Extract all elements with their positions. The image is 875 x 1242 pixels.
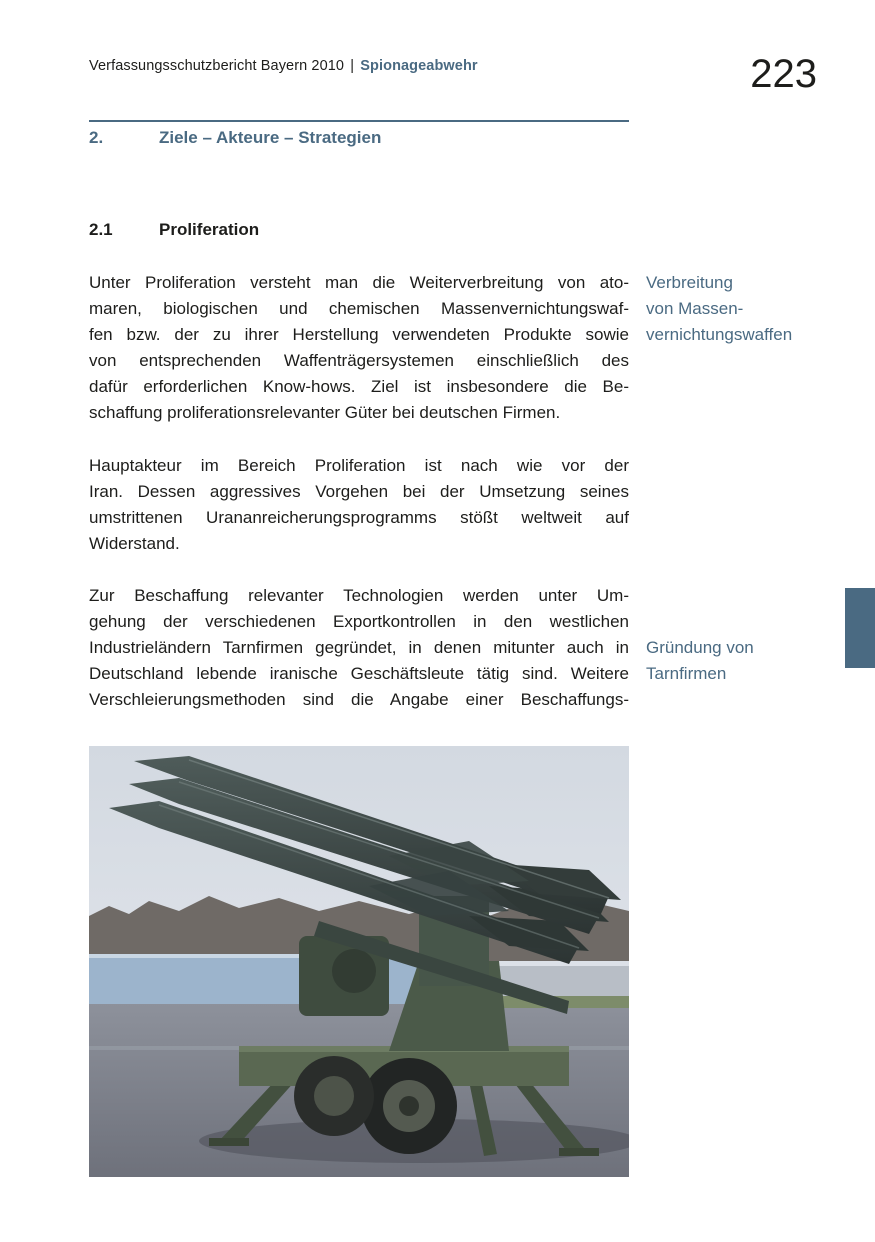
text-line: fen bzw. der zu ihrer Herstellung verwendeten Produkte sowie bbox=[89, 325, 629, 344]
text-line: gehung der verschiedenen Exportkontrollen in den westlichen bbox=[89, 612, 629, 631]
margin-note-line: Tarnfirmen bbox=[646, 664, 727, 683]
paragraph-definition bbox=[89, 270, 629, 426]
missile-launcher-photo bbox=[89, 746, 629, 1177]
text-line: schaffung proliferationsrelevanter Güter bei deutschen Firmen. bbox=[89, 403, 561, 422]
chapter-heading bbox=[89, 128, 381, 148]
text-line: maren, biologischen und chemischen Massenvernichtungswaf- bbox=[89, 299, 629, 318]
text-line: Widerstand. bbox=[89, 534, 180, 553]
subsection-heading bbox=[89, 220, 259, 240]
text-line: umstrittenen Urananreicherungsprogramms stößt weltweit auf bbox=[89, 508, 629, 527]
header-separator: | bbox=[350, 58, 355, 74]
chapter-number: 2. bbox=[89, 128, 104, 147]
chapter-rule bbox=[89, 120, 629, 122]
text-line: Iran. Dessen aggressives Vorgehen bei der Umsetzung seines bbox=[89, 482, 629, 501]
text-line: Verschleierungsmethoden sind die Angabe einer Beschaffungs- bbox=[89, 690, 629, 709]
page-number: 223 bbox=[750, 52, 817, 96]
paragraph-procurement bbox=[89, 583, 629, 713]
margin-note-line: Verbreitung bbox=[646, 273, 733, 292]
chapter-thumb-tab bbox=[845, 588, 875, 668]
text-line: Industrieländern Tarnfirmen gegründet, in denen mitunter auch in bbox=[89, 638, 629, 657]
publication-title: Verfassungsschutzbericht Bayern 2010 bbox=[89, 58, 345, 74]
margin-note-line: von Massen- bbox=[646, 299, 744, 318]
margin-note-wmd bbox=[646, 270, 846, 348]
paragraph-main-actor bbox=[89, 453, 629, 557]
subsection-title: Proliferation bbox=[159, 220, 260, 239]
margin-note-line: Gründung von bbox=[646, 638, 754, 657]
margin-note-front-companies bbox=[646, 635, 846, 687]
text-line: Deutschland lebende iranische Geschäftsleute tätig sind. Weitere bbox=[89, 664, 629, 683]
missile-launcher-illustration bbox=[89, 746, 629, 1177]
text-line: dafür erforderlichen Know-hows. Ziel ist insbesondere die Be- bbox=[89, 377, 629, 396]
subsection-number: 2.1 bbox=[89, 220, 113, 239]
text-line: von entsprechenden Waffenträgersystemen einschließlich des bbox=[89, 351, 629, 370]
margin-note-line: vernichtungswaffen bbox=[646, 325, 793, 344]
chapter-title: Ziele – Akteure – Strategien bbox=[159, 128, 382, 147]
text-line: Zur Beschaffung relevanter Technologien werden unter Um- bbox=[89, 586, 629, 605]
running-header bbox=[89, 58, 478, 74]
text-line: Hauptakteur im Bereich Proliferation ist nach wie vor der bbox=[89, 456, 629, 475]
section-name: Spionageabwehr bbox=[360, 58, 478, 74]
text-line: Unter Proliferation versteht man die Weiterverbreitung von ato- bbox=[89, 273, 629, 292]
